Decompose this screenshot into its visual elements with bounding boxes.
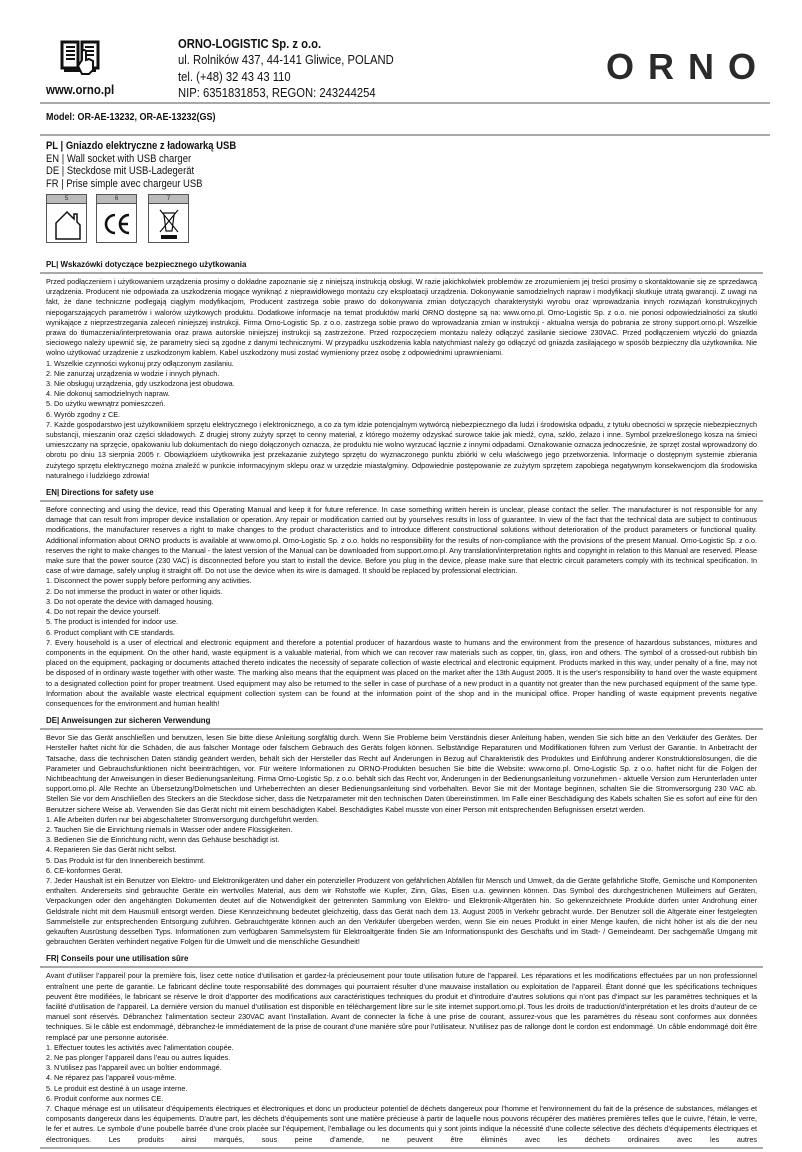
product-titles — [46, 140, 236, 190]
intro-paragraph: Avant d’utiliser l’appareil pour la première fois, lisez cette notice d’utilisation et gardez-la précieusement pour toute utilisation future de l’appareil. Les réparations et les modifications effectuées par un non professionnel entraînent une perte de garantie. Le fabricant décline toute responsabilité des dommages qui pourraient résulter d’une mauvaise installation ou exploitation de l’appareil. Étant donné que les spécifications techniques peuvent être modifiées, le fabricant se réserve le droit d’apporter des modifications aux caractéristiques techniques du produit et d’introduire d’autres solutions qui n’ont pas d’impact sur les paramètres techniques et la facilité d’utilisation de l’appareil. La dernière version du manuel d’utilisation est disponible en téléchargement libre sur le site internet support.orno.pl. Tous les droits de traduction/d’interprétation et les droits d’auteur de ce manuel sont réservés. Débranchez l’alimentation secteur 230VAC avant l’installation. Avant de connecter la fiche à une prise de courant, assurez-vous que les paramètres du réseau sont conformes aux données techniques. Si le câble est endommagé, débranchez-le immédiatement de la prise de courant d’une manière sûre pour l’utilisateur. N’utilisez pas de rallonge dont le cordon est endommagé. Un câble endommagé doit être remplacé par une personne autorisée. — [46, 971, 757, 1042]
list-item: 5. The product is intended for indoor use. — [46, 617, 179, 627]
title-fr: FR | Prise simple avec chargeur USB — [46, 177, 203, 190]
divider — [40, 102, 770, 104]
list-item: 1. Wszelkie czynności wykonuj przy odłączonym zasilaniu. — [46, 358, 234, 368]
intro-paragraph: Before connecting and using the device, read this Operating Manual and keep it for future reference. In case something written herein is unclear, please contact the seller. The manufacturer is not responsible for any damage that can result from improper device installation or operation. Any repair or modification carried out by yourselves results in loss of guarantee. In view of the fact that the technical data are subject to continuous modifications, the manufacturer reserves a right to make changes to the product characteristics and to introduce different constructional solutions without deterioration of the product parameters or functional quality. Additional information about ORNO products is available at www.orno.pl. Orno-Logistic Sp. z o.o. holds no responsibility for the results of non-compliance with the provisions of the present Manual. Orno-Logistic Sp. z o.o. reserves the right to make changes to the Manual - the latest version of the Manual can be downloaded from support.orno.pl. Any translation/interpretation rights and copyright in relation to this Manual are reserved. Please make sure that the power source (230 VAC) is disconnected before you start to install the device. Before you plug in the device, please make sure that electric circuit parameters comply with its technical specification. In case of wire damage, safely unplug it straight off. Do not use the device when its wire is damaged. It should be replaced by professional electrician. — [46, 505, 757, 576]
badge-weee — [148, 194, 189, 243]
list-item: 6. Product compliant with CE standards. — [46, 627, 175, 637]
list-item: 6. Wyrób zgodny z CE. — [46, 409, 121, 419]
company-info — [178, 36, 394, 101]
divider — [40, 134, 770, 136]
intro-paragraph: Przed podłączeniem i użytkowaniem urządzenia prosimy o dokładne zapoznanie się z niniejszą instrukcją obsługi. W razie jakichkolwiek problemów ze zrozumieniem jej treści prosimy o skontaktowanie się ze sprzedawcą urządzenia. Producent nie odpowiada za uszkodzenia mogące wyniknąć z nieprawidłowego montażu czy eksploatacji urządzenia. Dokonywanie samodzielnych napraw i modyfikacji skutkuje utratą gwarancji. Z uwagi na fakt, że dane techniczne podlegają ciągłym modyfikacjom, Producent zastrzega sobie prawo do dokonywania zmian dotyczących charakterystyki wyrobu oraz wprowadzania innych rozwiązań konstrukcyjnych niepogarszających parametrów i walorów użytkowych produktu. Dodatkowe informacje na temat produktów marki ORNO dostępne są na: www.orno.pl. Orno-Logistic Sp. z o.o. nie ponosi odpowiedzialności za skutki wynikające z nieprzestrzegania zaleceń niniejszej instrukcji. Firma Orno-Logistic Sp. z o.o. zastrzega sobie prawo do wprowadzania zmian w instrukcji - aktualna wersja do pobrania ze strony support.orno.pl. Wszelkie prawa do tłumaczenia/interpretowania oraz prawa autorskie niniejszej instrukcji są zastrzeżone. Przed rozpoczęciem montażu należy odłączyć zasilanie sieciowe 230VAC. Przed podłączeniem wtyczki do gniazda sieciowego należy upewnić się, że parametry sieci są zgodne z danymi technicznymi. W przypadku uszkodzenia kabla natychmiast należy go odłączyć od gniazda zasilającego w sposób bezpieczny dla użytkownika. Nie wolno użytkować urządzenie z uszkodzonym kablem. Kabel uszkodzony musi zostać wymieniony przez osobę z odpowiednimi uprawnieniami. — [46, 277, 757, 358]
website-url[interactable]: www.orno.pl — [46, 82, 115, 97]
list-item: 6. Produit conforme aux normes CE. — [46, 1093, 164, 1103]
section-heading: EN| Directions for safety use — [46, 487, 154, 498]
title-pl: PL | Gniazdo elektryczne z ładowarką USB — [46, 140, 237, 152]
list-item: 6. CE-konformes Gerät. — [46, 865, 123, 875]
section-heading: DE| Anweisungen zur sicheren Verwendung — [46, 715, 211, 726]
list-item: 4. Reparieren Sie das Gerät nicht selbst. — [46, 845, 177, 855]
badge-number: 7 — [149, 195, 188, 204]
title-de: DE | Steckdose mit USB-Ladegerät — [46, 165, 195, 177]
section-fr — [46, 953, 757, 1144]
divider — [40, 1147, 763, 1149]
list-item: 4. Nie dokonuj samodzielnych napraw. — [46, 389, 170, 399]
list-item: 3. Do not operate the device with damaged housing. — [46, 596, 214, 606]
badge-number: 6 — [97, 195, 136, 204]
intro-paragraph: Bevor Sie das Gerät anschließen und benutzen, lesen Sie bitte diese Anleitung sorgfältig durch. Wenn Sie Probleme beim Verständnis dieser Anleitung haben, wenden Sie sich bitte an den Verkäufer des Gerätes. Der Hersteller haftet nicht für die Schäden, die aus falscher Montage oder falschem Gebrauch des Geräts folgen können. Selbständige Reparaturen und Modifikationen führen zum Verlust der Garantie. In Anbetracht der Tatsache, dass die technischen Daten ständig geändert werden, behält sich der Hersteller das Recht auf Änderungen in Bezug auf Charakteristik des Produktes und Einführung anderer Konstruktionslösungen, die die Parameter und Gebrauchsfunktionen nicht beeinträchtigen, vor. Für weitere Informationen zu ORNO-Produkten besuchen Sie bitte die Website: www.orno.pl. Orno-Logistic Sp. z o.o. haftet nicht für die Folgen der Nichtbeachtung der Anweisungen in dieser Bedienungsanleitung. Firma Orno-Logistic Sp. z o.o. behält sich das Recht vor, Änderungen in der Bedienungsanleitung vorzunehmen - aktuelle Version zum Herunterladen unter support.orno.pl. Alle Rechte an Übersetzung/Dolmetschen und Urheberrechten an dieser Bedienungsanleitung sind vorbehalten. Bevor Sie mit der Montage beginnen, schalten Sie die Stromversorgung 230 VAC ab. Stellen Sie vor dem Anschließen des Steckers an die Steckdose sicher, dass die Netzparameter mit den technischen Daten übereinstimmen. Im Falle einer Beschädigung des Kabels schalten Sie es sofort auf eine für den Benutzer sichere Weise ab. Verwenden Sie das Gerät nicht mit einem beschädigten Kabel. Beschädigtes Kabel musste von einer Person mit entsprechenden Befugnissen ersetzt werden. — [46, 733, 757, 814]
safety-instructions — [46, 253, 757, 1152]
list-item: 7. Każde gospodarstwo jest użytkownikiem sprzętu elektrycznego i elektronicznego, a co za tym idzie potencjalnym wytwórcą niebezpiecznego dla ludzi i środowiska odpadu, z tytułu obecności w sprzęcie niebezpiecznych substancji, mieszanin oraz części składowych. Z drugiej strony zużyty sprzęt to cenny materiał, z którego możemy odzyskać surowce takie jak miedź, cyna, szkło, żelazo i inne. Symbol przekreślonego kosza na śmieci umieszczany na sprzęcie, opakowaniu lub dokumentach do niego dołączonych oznacza, że produktu nie wolno wyrzucać łącznie z innymi odpadami. Oznakowanie oznacza jednocześnie, że sprzęt został wprowadzony do obrotu po dniu 13 sierpnia 2005 r. Obowiązkiem użytkownika jest przekazanie zużytego sprzętu do wyznaczonego punktu zbiórki w celu właściwego jego przetworzenia. Informacje o dostępnym systemie zbierania zużytego sprzętu elektrycznego można znaleźć w punkcie informacyjnym sklepu oraz w urzędzie miasta/gminy. Odpowiednie postępowanie ze zużytym sprzętem zapobiega negatywnym konsekwencjom dla środowiska naturalnego i ludzkiego zdrowia! — [46, 419, 757, 480]
model-label: Model: OR-AE-13232, OR-AE-13232(GS) — [46, 112, 216, 123]
company-address: ul. Rolników 437, 44-141 Gliwice, POLAND — [178, 53, 394, 68]
company-phone: tel. (+48) 32 43 43 110 — [178, 69, 291, 84]
section-pl — [46, 259, 757, 481]
company-name: ORNO-LOGISTIC Sp. z o.o. — [178, 37, 322, 51]
section-en — [46, 487, 757, 709]
list-item: 3. Bedienen Sie die Einrichtung nicht, wenn das Gehäuse beschädigt ist. — [46, 835, 280, 845]
list-item: 5. Do użytku wewnątrz pomieszczeń. — [46, 399, 166, 409]
divider — [40, 728, 763, 730]
badge-number: 5 — [47, 195, 86, 204]
list-item: 1. Disconnect the power supply before performing any activities. — [46, 576, 252, 586]
weee-crossed-bin-icon — [154, 207, 184, 241]
list-item: 1. Effectuer toutes les activités avec l’alimentation coupée. — [46, 1042, 234, 1052]
badge-indoor — [46, 194, 87, 243]
section-heading: FR| Conseils pour une utilisation sûre — [46, 953, 189, 964]
company-ids: NIP: 6351831853, REGON: 243244254 — [178, 85, 376, 100]
divider — [40, 500, 763, 502]
divider — [40, 272, 763, 274]
list-item: 2. Ne pas plonger l’appareil dans l’eau ou autres liquides. — [46, 1053, 231, 1063]
list-item: 7. Jeder Haushalt ist ein Benutzer von Elektro- und Elektronikgeräten und daher ein potenzieller Produzent von gefährlichen Abfällen für Mensch und Umwelt, da die Geräte gefährliche Stoffe, Gemische und Komponenten enthalten. Andererseits sind gebrauchte Geräte ein wertvolles Material, aus dem wir Rohstoffe wie Kupfer, Zinn, Glas, Eisen u.a. gewinnen können. Das Symbol des durchgestrichenen Mülleimers auf Geräten, Verpackungen oder den angehängten Dokumenten deutet auf die Notwendigkeit der getrennten Sammlung von Elektro- und Elektronik-Altgeräten hin. So gekennzeichnete Produkte dürfen unter Androhung einer Geldstrafe nicht mit dem Hausmüll entsorgt werden. Diese Kennzeichnung bedeutet gleichzeitig, dass das Gerät nach dem 13. August 2005 in Verkehr gebracht wurde. Der Benutzer soll die Altgeräte einer festgelegten Sammelstelle zur entsprechenden Entsorgung zuführen. Gebrauchtgeräte können auch an den Verkäufer übergeben werden, wenn Sie ein neues Produkt in einer Menge kaufen, die nicht höher ist als die der neu gekauften Ausrüstung desselben Typs. Informationen zum verfügbaren Sammelsystem für Elektroaltgeräte finden Sie am Informationspunkt des Geschäfts und im Stadt- / Gemeindeamt. Der sachgemäße Umgang mit gebrauchten Geräten verhindert negative Folgen für die Umwelt und die menschliche Gesundheit! — [46, 875, 757, 947]
section-de — [46, 715, 757, 947]
list-item: 7. Every household is a user of electrical and electronic equipment and therefore a potential producer of hazardous waste to humans and the environment from the presence of hazardous substances, mixtures and components in the equipment. On the other hand, waste equipment is a valuable material, from which we can recover raw materials such as copper, tin, glass, iron and others. The symbol of a crossed-out rubbish bin placed on the equipment, packaging or documents attached thereto indicates the necessity of separate collection of waste electrical and electronic equipment. Products marked in this way, under penalty of a fine, may not be disposed of in ordinary waste together with other waste. The marking also means that the equipment was placed on the market after the 13th August 2005. It is the user's responsibility to hand over the waste equipment to a designated collection point for proper treatment. Used equipment may also be returned to the seller in case of purchase of a new product in a quantity not greater than the new purchased equipment of the same type. Information about the available waste electrical equipment collection system can be found at the information point of the shop and in the municipal office. Proper handling of waste equipment prevents negative consequences for the environment and human health! — [46, 637, 757, 708]
list-item: 5. Das Produkt ist für den Innenbereich bestimmt. — [46, 855, 206, 865]
list-item: 4. Do not repair the device yourself. — [46, 607, 161, 617]
list-item: 3. Nie obsługuj urządzenia, gdy uszkodzona jest obudowa. — [46, 379, 235, 389]
ce-mark-icon — [100, 207, 134, 241]
list-item: 2. Tauchen Sie die Einrichtung niemals in Wasser oder andere Flüssigkeiten. — [46, 824, 293, 834]
divider — [40, 966, 763, 968]
manual-book-icon — [60, 38, 100, 78]
list-item: 2. Do not immerse the product in water or other liquids. — [46, 586, 223, 596]
title-en: EN | Wall socket with USB charger — [46, 152, 192, 165]
orno-logo: ORNO — [606, 46, 770, 87]
list-item: 3. N’utilisez pas l’appareil avec un boîtier endommagé. — [46, 1063, 222, 1073]
indoor-house-icon — [52, 207, 82, 241]
list-item: 4. Ne réparez pas l’appareil vous-même. — [46, 1073, 177, 1083]
list-item: 1. Alle Arbeiten dürfen nur bei abgeschalteter Stromversorgung durchgeführt werden. — [46, 814, 319, 824]
list-item: 5. Le produit est destiné à un usage interne. — [46, 1083, 188, 1093]
badge-ce — [96, 194, 137, 243]
list-item: 2. Nie zanurzaj urządzenia w wodzie i innych płynach. — [46, 368, 220, 378]
list-item: 7. Chaque ménage est un utilisateur d’équipements électriques et électroniques et donc un producteur potentiel de déchets dangereux pour l’homme et l’environnement du fait de la présence de substances, mélanges et composants dangereux dans les équipements. D’autre part, les déchets d’équipements sont une matière précieuse à partir de laquelle nous pouvons récupérer des matières premières telles que le cuivre, l’étain, le verre, le fer et autres. Le symbole d’une poubelle barrée d’une croix placée sur l’équipement, l’emballage ou les documents qui y sont joints indique la nécessité d’une collecte sélective des déchets d’équipements électriques et électroniques. Les produits ainsi marqués, sous peine d’amende, ne peuvent être éliminés avec les déchets ordinaires avec les autres — [46, 1104, 757, 1144]
section-heading: PL| Wskazówki dotyczące bezpiecznego użytkowania — [46, 259, 247, 269]
